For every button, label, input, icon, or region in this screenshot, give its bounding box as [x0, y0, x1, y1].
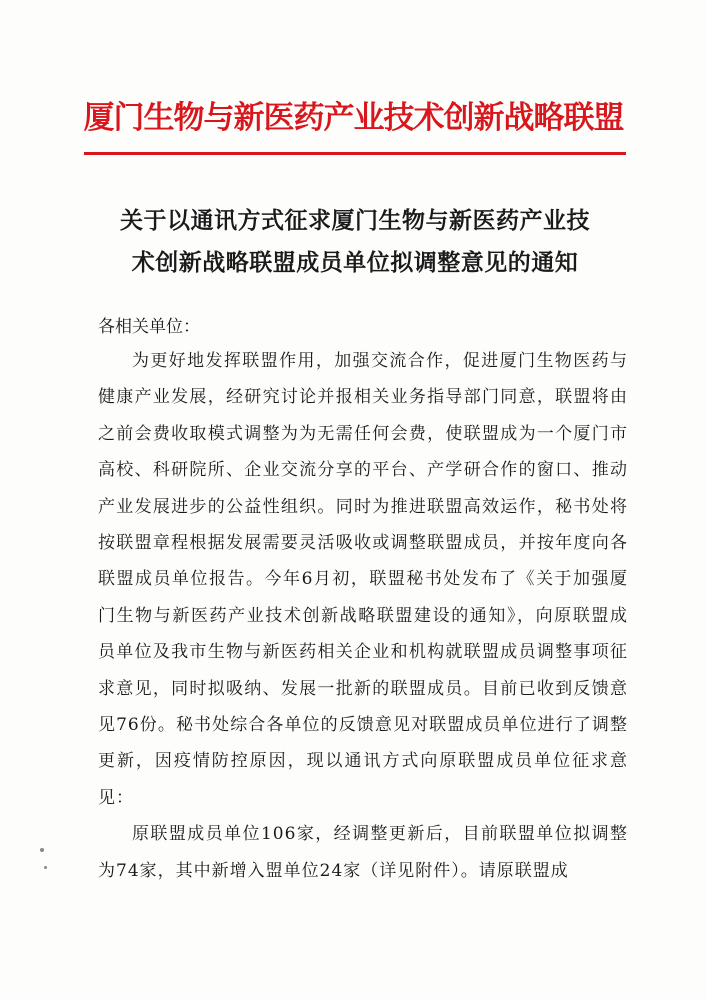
letterhead: 厦门生物与新医药产业技术创新战略联盟	[83, 100, 624, 136]
letterhead-divider	[84, 152, 626, 155]
body-text	[98, 343, 628, 889]
paragraph: 原联盟成员单位106家，经调整更新后，目前联盟单位拟调整为74家，其中新增入盟单位24家（详见附件）。请原联盟成	[98, 824, 628, 881]
scan-speck	[40, 848, 44, 852]
paragraph: 为更好地发挥联盟作用，加强交流合作，促进厦门生物医药与健康产业发展，经研究讨论并报相关业务指导部门同意，联盟将由之前会费收取模式调整为为无需任何会费，使联盟成为一个厦门市高校、科研院所、企业交流分享的平台、产学研合作的窗口、推动产业发展进步的公益性组织。同时为推进联盟高效运作，秘书处将按联盟章程根据发展需要灵活吸收或调整联盟成员，并按年度向各联盟成员单位报告。今年6月初，联盟秘书处发布了《关于加强厦门生物与新医药产业技术创新战略联盟建设的通知》，向原联盟成员单位及我市生物与新医药相关企业和机构就联盟成员调整事项征求意见，同时拟吸纳、发展一批新的联盟成员。目前已收到反馈意见76份。秘书处综合各单位的反馈意见对联盟成员单位进行了调整更新，因疫情防控原因，现以通讯方式向原联盟成员单位征求意见：	[98, 351, 628, 808]
title-line: 术创新战略联盟成员单位拟调整意见的通知	[131, 249, 579, 276]
document-title	[80, 200, 630, 284]
scan-speck	[44, 866, 47, 869]
title-line: 关于以通讯方式征求厦门生物与新医药产业技	[120, 207, 590, 234]
salutation: 各相关单位：	[98, 317, 200, 337]
